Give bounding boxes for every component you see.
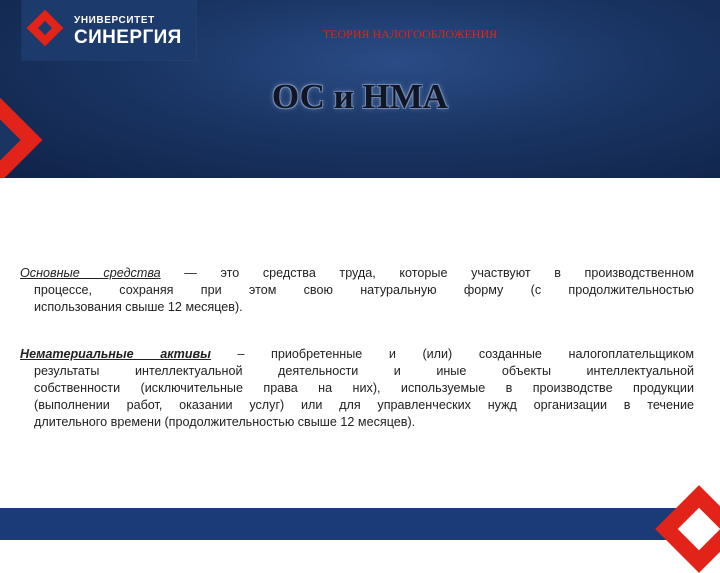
definition-line: собственности (исключительные права на них), используемые в производстве продукции xyxy=(34,381,694,395)
definition-text: приобретенные и (или) созданные налогоплательщиком xyxy=(271,347,694,361)
definition-dash: – xyxy=(237,347,245,361)
slide-title: ОС и НМА xyxy=(271,77,449,116)
definition-line xyxy=(20,346,694,363)
logo-big-text: СИНЕРГИЯ xyxy=(74,27,182,48)
definition-line: длительного времени (продолжительностью свыше 12 месяцев). xyxy=(34,415,416,429)
definition-fixed-assets xyxy=(20,265,694,316)
course-name: ТЕОРИЯ НАЛОГООБЛОЖЕНИЯ xyxy=(322,27,498,41)
definition-line: результаты интеллектуальной деятельности и иные объекты интеллектуальной xyxy=(34,364,694,378)
definition-line: (выполнении работ, оказании услуг) или для управленческих нужд организации в течение xyxy=(34,398,694,412)
definition-term: Основные средства xyxy=(20,266,161,280)
definition-line xyxy=(20,265,694,282)
definition-term: Нематериальные активы xyxy=(20,347,211,361)
header-banner xyxy=(0,0,720,178)
footer-bar xyxy=(0,508,720,540)
definition-line: использования свыше 12 месяцев). xyxy=(34,300,243,314)
definition-intangible-assets xyxy=(20,346,694,431)
logo-small-text: УНИВЕРСИТЕТ xyxy=(74,15,155,26)
definition-text: это средства труда, которые участвуют в производственном xyxy=(220,266,694,280)
definition-dash: — xyxy=(184,266,197,280)
definition-line: процессе, сохраняя при этом свою натуральную форму (с продолжительностью xyxy=(34,283,694,297)
